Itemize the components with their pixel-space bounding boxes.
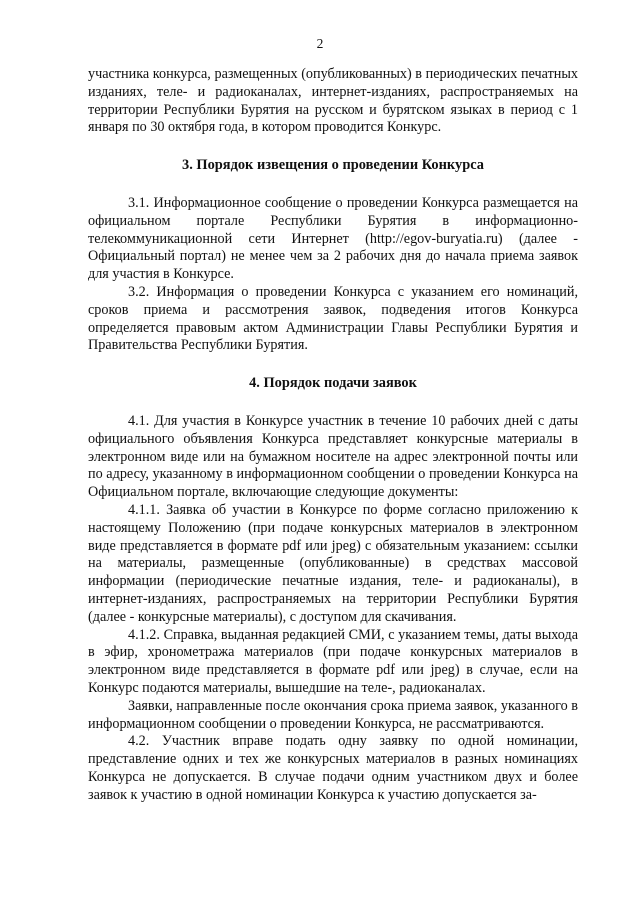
paragraph-4-1-1: 4.1.1. Заявка об участии в Конкурсе по форме согласно приложению к настоящему Положению (при подаче конкурсных материалов в электронном виде представляется в формате pdf или jpeg) с обязательным указанием: ссылки на материалы, размещенные (опубликованные) в средствах массовой информации (периодические печатные издания, теле- и радиоканалы), в интернет-изданиях, распространяемых на территории Республики Бурятия (далее - конкурсные материалы), с доступом для скачивания. xyxy=(88,501,578,625)
document-body xyxy=(88,66,578,804)
paragraph-4-2: 4.2. Участник вправе подать одну заявку по одной номинации, представление одних и тех же конкурсных материалов в разных номинациях Конкурса не допускается. В случае подачи одним участником двух и более заявок к участию в одной номинации Конкурса к участию допускается за- xyxy=(88,733,578,803)
continued-paragraph: участника конкурса, размещенных (опубликованных) в периодических печатных изданиях, теле- и радиоканалах, интернет-изданиях, распространяемых на территории Республики Бурятия на русском и бурятском языках в период с 1 января по 30 октября года, в котором проводится Конкурс. xyxy=(88,66,578,136)
section-4-heading: 4. Порядок подачи заявок xyxy=(249,375,417,392)
paragraph-late-applications: Заявки, направленные после окончания срока приема заявок, указанного в информационном сообщении о проведении Конкурса, не рассматриваются. xyxy=(88,697,578,732)
paragraph-3-2: 3.2. Информация о проведении Конкурса с указанием его номинаций, сроков приема и рассмотрения заявок, подведения итогов Конкурса определяется правовым актом Администрации Главы Республики Бурятия и Правительства Республики Бурятия. xyxy=(88,283,578,354)
page-number: 2 xyxy=(316,36,324,51)
paragraph-3-1: 3.1. Информационное сообщение о проведении Конкурса размещается на официальном портале Республики Бурятия в информационно-телекоммуникационной сети Интернет (http://egov-buryatia.ru) (далее - Официальный портал) не менее чем за 2 рабочих дня до начала приема заявок для участия в Конкурсе. xyxy=(88,194,578,283)
section-3-heading: 3. Порядок извещения о проведении Конкурса xyxy=(182,157,484,174)
paragraph-4-1: 4.1. Для участия в Конкурсе участник в течение 10 рабочих дней с даты официального объявления Конкурса представляет конкурсные материалы в электронном виде или на бумажном носителе на адрес электронной почты или по адресу, указанному в информационном сообщении о проведении Конкурса на Официальном портале, включающие следующие документы: xyxy=(88,412,578,501)
paragraph-4-1-2: 4.1.2. Справка, выданная редакцией СМИ, с указанием темы, даты выхода в эфир, хронометража материалов (при подаче конкурсных материалов в электронном виде представляется в формате pdf или jpeg) в случае, если на Конкурс подаются материалы, вышедшие на теле-, радиоканалах. xyxy=(88,626,578,696)
